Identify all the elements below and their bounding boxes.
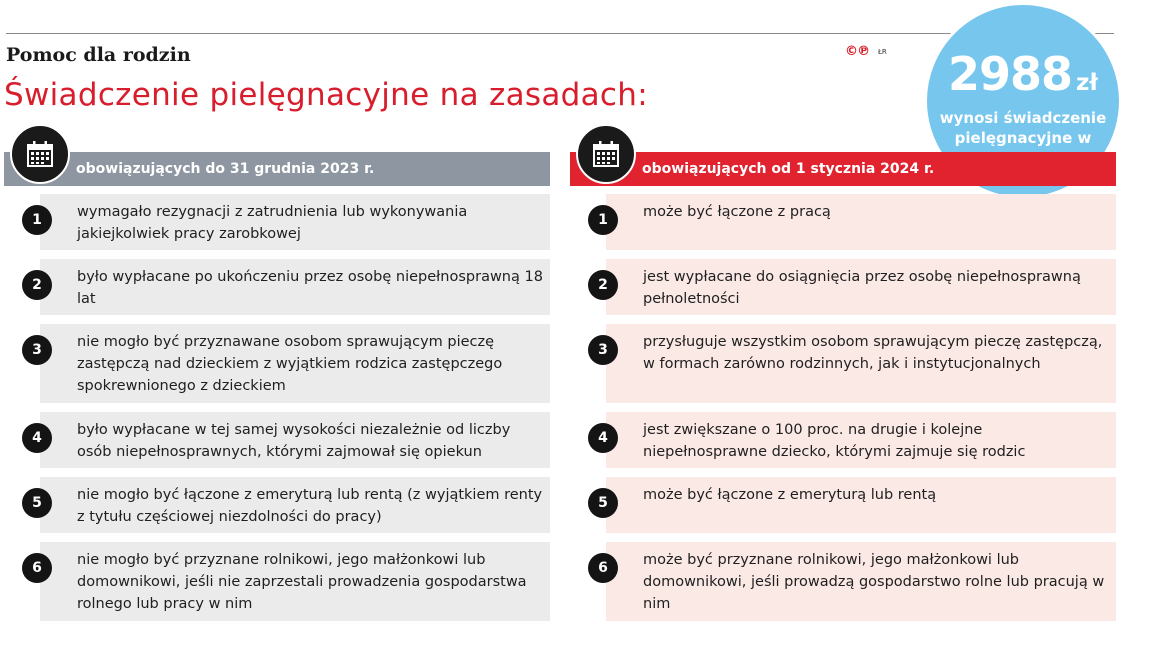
item-text: może być łączone z emeryturą lub rentą (643, 487, 937, 503)
author-initials: ŁR (878, 47, 887, 56)
list-item (570, 324, 1116, 403)
list-item (4, 194, 550, 250)
item-text: było wypłacane w tej samej wysokości niezależnie od liczby osób niepełnosprawnych, którymi zajmował się opiekun (77, 422, 511, 460)
list-item (570, 412, 1116, 468)
list-item (570, 542, 1116, 621)
calendar-icon (10, 124, 70, 184)
list-item (4, 477, 550, 533)
list-item (4, 259, 550, 315)
top-rule (6, 33, 1114, 34)
item-text: było wypłacane po ukończeniu przez osobę niepełnosprawną 18 lat (77, 269, 543, 307)
item-number: 5 (588, 488, 618, 518)
column-heading: obowiązujących do 31 grudnia 2023 r. (4, 152, 550, 186)
section-kicker: Pomoc dla rodzin (6, 44, 191, 66)
item-number: 6 (22, 553, 52, 583)
column-heading: obowiązujących od 1 stycznia 2024 r. (570, 152, 1116, 186)
item-number: 2 (588, 270, 618, 300)
calendar-icon (576, 124, 636, 184)
list-item (570, 194, 1116, 250)
item-text: nie mogło być przyznane rolnikowi, jego małżonkowi lub domownikowi, jeśli nie zaprzestali prowadzenia gospodarstwa rolnego lub pracy w nim (77, 552, 527, 612)
item-number: 4 (588, 423, 618, 453)
item-number: 6 (588, 553, 618, 583)
item-text: nie mogło być łączone z emeryturą lub rentą (z wyjątkiem renty z tytułu częściowej niezdolności do pracy) (77, 487, 543, 525)
item-number: 5 (22, 488, 52, 518)
badge-number: 2988 (948, 47, 1073, 101)
list-item (4, 324, 550, 403)
item-number: 4 (22, 423, 52, 453)
item-number: 1 (588, 205, 618, 235)
item-text: może być przyznane rolnikowi, jego małżonkowi lub domownikowi, jeśli prowadzą gospodarstwo rolne lub pracują w nim (643, 552, 1105, 612)
page-title: Świadczenie pielęgnacyjne na zasadach: (4, 77, 648, 113)
item-number: 3 (588, 335, 618, 365)
item-text: jest wypłacane do osiągnięcia przez osobę niepełnosprawną pełnoletności (643, 269, 1081, 307)
item-text: wymagało rezygnacji z zatrudnienia lub wykonywania jakiejkolwiek pracy zarobkowej (77, 204, 468, 242)
list-item (570, 259, 1116, 315)
badge-amount (927, 47, 1119, 101)
list-item (4, 412, 550, 468)
credit (845, 44, 887, 59)
item-number: 2 (22, 270, 52, 300)
list-item (570, 477, 1116, 533)
item-text: nie mogło być przyznawane osobom sprawującym pieczę zastępczą nad dzieckiem z wyjątkiem rodzica zastępczego spokrewnionego z dzieckiem (77, 334, 503, 394)
item-number: 3 (22, 335, 52, 365)
item-text: przysługuje wszystkim osobom sprawującym pieczę zastępczą, w formach zarówno rodzinnych, jak i instytucjonalnych (643, 334, 1103, 372)
list-item (4, 542, 550, 621)
item-text: może być łączone z pracą (643, 204, 831, 220)
item-number: 1 (22, 205, 52, 235)
badge-text: wynosi świadczenie pielęgnacyjne w (939, 109, 1107, 147)
copyright-mark: ©℗ (845, 44, 869, 59)
badge-unit: zł (1076, 70, 1098, 96)
item-text: jest zwiększane o 100 proc. na drugie i kolejne niepełnosprawne dziecko, którymi zajmuje się rodzic (643, 422, 1026, 460)
